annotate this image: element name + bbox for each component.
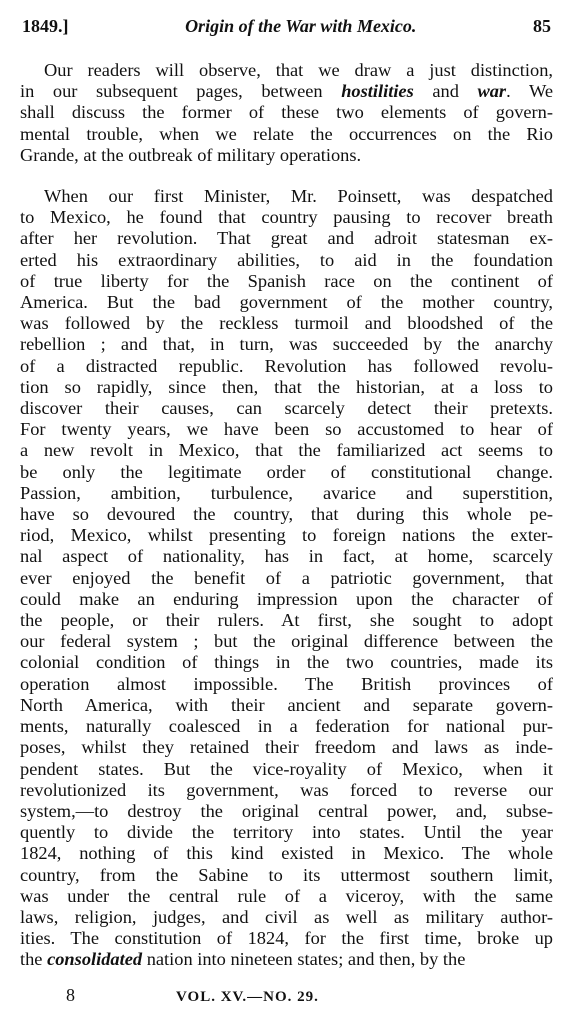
text-line <box>20 228 553 249</box>
text-line <box>20 546 553 567</box>
text-line <box>20 695 553 716</box>
emphasis: war <box>477 81 507 102</box>
text-line <box>20 652 553 673</box>
text-run: the people, or their rulers. At first, she sought to adopt <box>20 610 553 631</box>
text-line <box>20 504 553 525</box>
text-line <box>20 60 553 81</box>
text-run: in our subsequent pages, between <box>20 81 342 102</box>
text-line <box>20 780 553 801</box>
text-line <box>20 186 553 207</box>
text-run: to Mexico, he found that country pausing to recover breath <box>20 207 553 228</box>
text-line <box>20 483 553 504</box>
text-run: For twenty years, we have been so accustomed to hear of <box>20 419 553 440</box>
text-run: nation into nineteen states; and then, by the <box>142 949 466 970</box>
text-run: America. But the bad government of the mother country, <box>20 292 553 313</box>
text-run: revolutionized its government, was forced to reverse our <box>20 779 553 800</box>
text-run: tion so rapidly, since then, that the historian, at a loss to <box>20 376 553 397</box>
text-line <box>20 928 553 949</box>
text-line <box>20 207 553 228</box>
text-run: of true liberty for the Spanish race on the continent of <box>20 270 553 291</box>
page-footer <box>66 985 396 1006</box>
text-run: ments, naturally coalesced in a federation for national pur- <box>20 716 553 737</box>
signature-mark: 8 <box>66 985 75 1005</box>
text-line <box>20 271 553 292</box>
text-line <box>20 124 553 145</box>
text-line <box>20 865 553 886</box>
text-line <box>20 419 553 440</box>
text-line <box>20 610 553 631</box>
page-number: 85 <box>533 16 551 36</box>
text-line <box>20 398 553 419</box>
text-line <box>20 631 553 652</box>
volume-number: VOL. XV.—NO. 29. <box>176 989 319 1005</box>
text-run: was under the central rule of a viceroy, with the same <box>20 885 553 906</box>
running-head <box>22 16 551 46</box>
text-line <box>20 292 553 313</box>
text-line <box>20 356 553 377</box>
text-line <box>20 377 553 398</box>
text-run: could make an enduring impression upon the character of <box>20 588 553 609</box>
text-run: of a distracted republic. Revolution has followed revolu- <box>20 355 553 376</box>
text-run: When our first Minister, Mr. Poinsett, was despatched <box>44 186 553 207</box>
text-run: pendent states. But the vice-royality of Mexico, when it <box>20 758 553 779</box>
text-line <box>20 145 553 166</box>
body-text <box>20 60 553 971</box>
paragraph <box>20 186 553 971</box>
text-run: discover their causes, can scarcely detect their pretexts. <box>20 398 553 419</box>
text-run: and <box>413 81 478 102</box>
text-line <box>20 81 553 102</box>
text-line <box>20 568 553 589</box>
text-run: country, from the Sabine to its uttermost southern limit, <box>20 864 553 885</box>
text-run: riod, Mexico, whilst presenting to foreign nations the exter- <box>20 525 553 546</box>
text-run: shall discuss the former of these two elements of govern- <box>20 102 553 123</box>
text-run: mental trouble, when we relate the occurrences on the Rio <box>20 123 553 144</box>
text-run: Passion, ambition, turbulence, avarice and superstition, <box>20 482 553 503</box>
text-line <box>20 102 553 123</box>
text-run: nal aspect of nationality, has in fact, at home, scarcely <box>20 546 553 567</box>
text-run: Our readers will observe, that we draw a just distinction, <box>44 60 553 80</box>
text-run: operation almost impossible. The British provinces of <box>20 673 553 694</box>
text-line <box>20 674 553 695</box>
text-run: our federal system ; but the original difference between the <box>20 631 553 652</box>
text-run: have so devoured the country, that during this whole pe- <box>20 504 553 525</box>
text-run: laws, religion, judges, and civil as well as military author- <box>20 906 553 927</box>
text-run: ities. The constitution of 1824, for the first time, broke up <box>20 928 553 949</box>
emphasis: consolidated <box>47 949 143 970</box>
emphasis: hostilities <box>341 81 414 102</box>
text-line <box>20 250 553 271</box>
text-run: was followed by the reckless turmoil and bloodshed of the <box>20 313 553 334</box>
text-line <box>20 334 553 355</box>
text-run: ever enjoyed the benefit of a patriotic government, that <box>20 567 553 588</box>
text-run: 1824, nothing of this kind existed in Mexico. The whole <box>20 843 553 864</box>
text-line <box>20 440 553 461</box>
text-run: be only the legitimate order of constitutional change. <box>20 461 553 482</box>
header-year: 1849.] <box>22 16 69 36</box>
text-line <box>20 801 553 822</box>
text-run: North America, with their ancient and separate govern- <box>20 694 553 715</box>
text-run: quently to divide the territory into states. Until the year <box>20 822 553 843</box>
text-line <box>20 589 553 610</box>
text-line <box>20 525 553 546</box>
text-run: colonial condition of things in the two countries, made its <box>20 652 553 673</box>
text-line <box>20 737 553 758</box>
text-run: the <box>20 949 48 970</box>
text-line <box>20 759 553 780</box>
text-run: . We <box>506 81 553 102</box>
text-line <box>20 822 553 843</box>
text-run: after her revolution. That great and adroit statesman ex- <box>20 228 553 249</box>
text-line <box>20 313 553 334</box>
text-run: Grande, at the outbreak of military operations. <box>20 144 362 165</box>
text-run: poses, whilst they retained their freedom and laws as inde- <box>20 737 553 758</box>
text-line <box>20 716 553 737</box>
text-run: a new revolt in Mexico, that the familiarized act seems to <box>20 440 553 461</box>
text-line <box>20 886 553 907</box>
text-line <box>20 907 553 928</box>
paragraph <box>20 60 553 166</box>
text-run: system,—to destroy the original central power, and, subse- <box>20 800 553 821</box>
text-line <box>20 843 553 864</box>
text-run: rebellion ; and that, in turn, was succeeded by the anarchy <box>20 334 553 355</box>
text-run: erted his extraordinary abilities, to aid in the foundation <box>20 249 553 270</box>
header-title: Origin of the War with Mexico. <box>185 16 417 36</box>
text-line <box>20 462 553 483</box>
text-line <box>20 949 553 970</box>
